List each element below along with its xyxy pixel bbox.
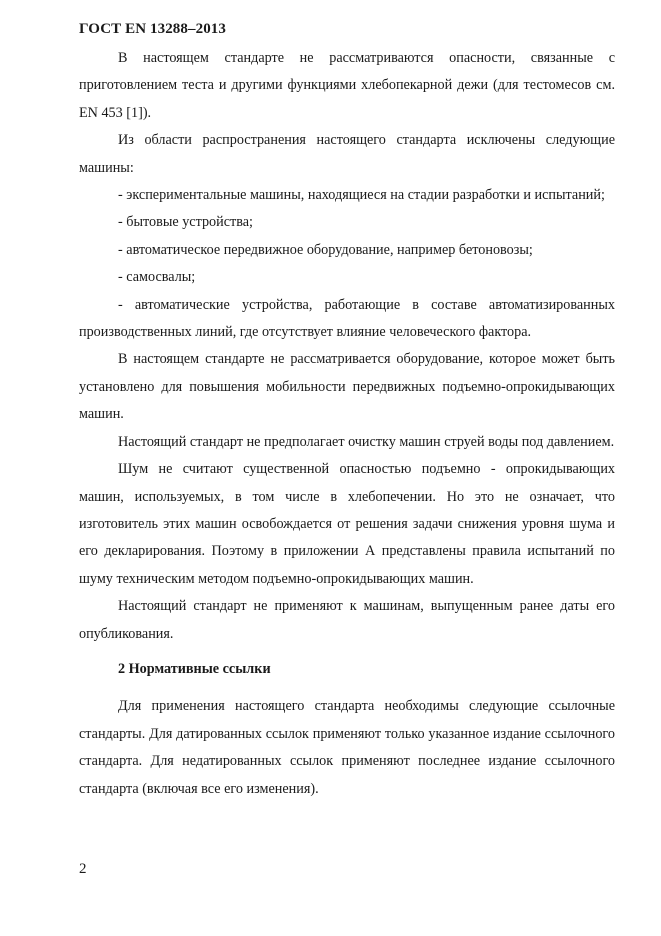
paragraph: Для применения настоящего стандарта необходимы следующие ссылочные стандарты. Для датированных ссылок применяют только указанное издание ссылочного стандарта. Для недатированных ссылок применяют последнее издание ссылочного стандарта (включая все его изменения). (79, 698, 615, 797)
page-number: 2 (79, 861, 87, 877)
paragraph: Настоящий стандарт не предполагает очистку машин струей воды под давлением. (118, 433, 615, 450)
list-item: - автоматическое передвижное оборудование, например бетоновозы; (118, 241, 533, 258)
paragraph: В настоящем стандарте не рассматриваются опасности, связанные с приготовлением теста и другими функциями хлебопекарной дежи (для тестомесов см. EN 453 [1]). (79, 50, 615, 121)
paragraph: Настоящий стандарт не применяют к машинам, выпущенным ранее даты его опубликования. (79, 598, 615, 642)
list-item: - самосвалы; (118, 269, 196, 286)
paragraph: Из области распространения настоящего стандарта исключены следующие машины: (79, 132, 615, 176)
list-item: - экспериментальные машины, находящиеся на стадии разработки и испытаний; (118, 187, 605, 204)
list-item: - автоматические устройства, работающие в составе автоматизированных производственных линий, где отсутствует влияние человеческого фактора. (79, 296, 615, 341)
standard-header: ГОСТ EN 13288–2013 (79, 21, 226, 37)
paragraph: В настоящем стандарте не рассматривается оборудование, которое может быть установлено для повышения мобильности передвижных подъемно-опрокидывающих машин. (79, 351, 615, 423)
body-text (79, 45, 615, 803)
list-item: - бытовые устройства; (118, 214, 253, 231)
section-heading: 2 Нормативные ссылки (118, 660, 271, 677)
paragraph: Шум не считают существенной опасностью подъемно - опрокидывающих машин, используемых, в том числе в хлебопечении. Но это не означает, что изготовитель этих машин освобождается от решения задачи снижения уровня шума и его декларирования. Поэтому в приложении А представлены правила испытаний по шуму техническим методом подъемно-опрокидывающих машин. (79, 461, 615, 587)
